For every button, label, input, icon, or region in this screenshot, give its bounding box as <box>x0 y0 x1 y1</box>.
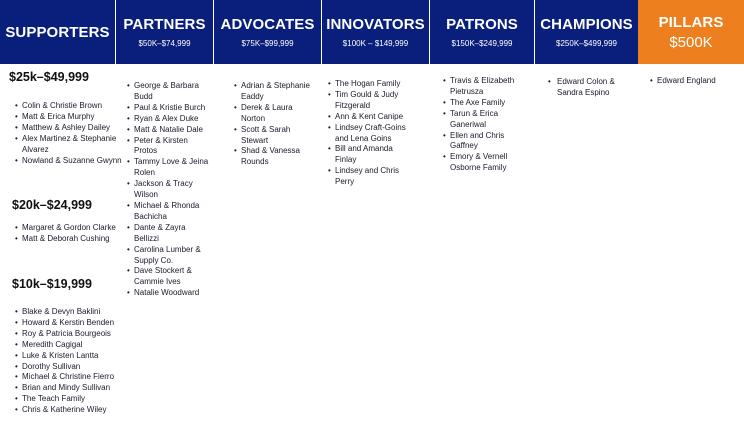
list-item: • Bill and Amanda Finlay <box>328 144 408 166</box>
list-item: • Roy & Patricia Bourgeois <box>15 329 115 340</box>
list-item: • Derek & Laura Norton <box>234 103 318 125</box>
tier-header-patrons <box>429 0 534 64</box>
tier-header-partners <box>115 0 213 64</box>
list-item: • Matt & Erica Murphy <box>15 112 123 123</box>
partners-list <box>127 81 211 299</box>
tier-name: ADVOCATES <box>220 15 315 33</box>
list-item: • Adrian & Stephanie Eaddy <box>234 81 318 103</box>
list-item: • Matt & Deborah Cushing <box>15 234 123 245</box>
tier-range: $100K – $149,999 <box>342 38 409 48</box>
list-item: • Brian and Mindy Sullivan <box>15 383 115 394</box>
list-item: • Margaret & Gordon Clarke <box>15 223 123 234</box>
list-item: • Tim Gould & Judy Fitzgerald <box>328 90 408 112</box>
list-item: • Peter & Kirsten Protos <box>127 136 211 158</box>
list-item: • The Teach Family <box>15 394 115 405</box>
list-item: • Jackson & Tracy Wilson <box>127 179 211 201</box>
patrons-list <box>443 76 527 174</box>
list-item: • Ann & Kent Canipe <box>328 112 408 123</box>
tier-name: PARTNERS <box>123 15 206 33</box>
list-item: • Michael & Christine Fierro <box>15 372 115 383</box>
supporters-subheading-10k: $10k–$19,999 <box>12 277 92 291</box>
advocates-list <box>234 81 318 168</box>
list-item: • Howard & Kerstin Benden <box>15 318 115 329</box>
pillars-list <box>650 76 742 87</box>
supporters-subheading-20k: $20k–$24,999 <box>12 198 92 212</box>
list-item: • Dante & Zayra Bellizzi <box>127 223 211 245</box>
list-item: • Lindsey and Chris Perry <box>328 166 408 188</box>
tier-range: $75K–$99,999 <box>241 38 294 48</box>
tier-name: PILLARS <box>658 13 724 31</box>
list-item: • Lindsey Craft-Goins and Lena Goins <box>328 123 408 145</box>
list-item: • Luke & Kristen Lantta <box>15 351 115 362</box>
supporters-list-20k <box>15 223 123 245</box>
supporters-list-10k <box>15 307 115 416</box>
list-item: • Edward England <box>650 76 742 87</box>
innovators-list <box>328 79 408 188</box>
tier-name: SUPPORTERS <box>5 23 110 41</box>
tier-header-advocates <box>213 0 321 64</box>
supporters-subheading-25k: $25k–$49,999 <box>9 70 89 84</box>
list-item: • Dave Stockert & Cammie Ives <box>127 266 211 288</box>
list-item: • Colin & Christie Brown <box>15 101 123 112</box>
supporters-list-25k <box>15 101 123 166</box>
list-item: • Matt & Natalie Dale <box>127 125 211 136</box>
list-item: • Carolina Lumber & Supply Co. <box>127 245 211 267</box>
tier-range: $50K–$74,999 <box>138 38 191 48</box>
list-item: • Nowland & Suzanne Gwynn <box>15 156 123 167</box>
tier-header-innovators <box>321 0 429 64</box>
list-item: • Paul & Kristie Burch <box>127 103 211 114</box>
list-item: • The Hogan Family <box>328 79 408 90</box>
list-item: • Blake & Devyn Baklini <box>15 307 115 318</box>
list-item: • Scott & Sarah Stewart <box>234 125 318 147</box>
list-item: • Chris & Katherine Wiley <box>15 405 115 416</box>
tier-header-champions <box>534 0 638 64</box>
list-item: • Ryan & Alex Duke <box>127 114 211 125</box>
list-item: • Edward Colon & Sandra Espino <box>548 77 628 99</box>
list-item: • Natalie Woodward <box>127 288 211 299</box>
list-item: • Alex Martinez & Stephanie Alvarez <box>15 134 123 156</box>
champions-list <box>548 77 628 99</box>
list-item: • Dorothy Sullivan <box>15 362 115 373</box>
list-item: • Tammy Love & Jeina Rolen <box>127 157 211 179</box>
tier-range: $250K–$499,999 <box>556 38 617 48</box>
list-item: • Shad & Vanessa Rounds <box>234 146 318 168</box>
list-item: • George & Barbara Budd <box>127 81 211 103</box>
list-item: • The Axe Family <box>443 98 527 109</box>
tier-name: INNOVATORS <box>326 15 425 33</box>
list-item: • Emory & Vernell Osborne Family <box>443 152 527 174</box>
list-item: • Michael & Rhonda Bachicha <box>127 201 211 223</box>
list-item: • Travis & Elizabeth Pietrusza <box>443 76 527 98</box>
tier-name: CHAMPIONS <box>540 15 633 33</box>
list-item: • Matthew & Ashley Dailey <box>15 123 123 134</box>
list-item: • Ellen and Chris Gaffney <box>443 131 527 153</box>
tier-range: $150K–$249,999 <box>451 38 513 48</box>
tier-range: $500K <box>669 33 713 51</box>
list-item: • Tarun & Erica Ganeriwal <box>443 109 527 131</box>
tier-header-pillars <box>638 0 744 64</box>
tier-header-supporters <box>0 0 115 64</box>
tier-name: PATRONS <box>446 15 518 33</box>
list-item: • Meredith Cagigal <box>15 340 115 351</box>
